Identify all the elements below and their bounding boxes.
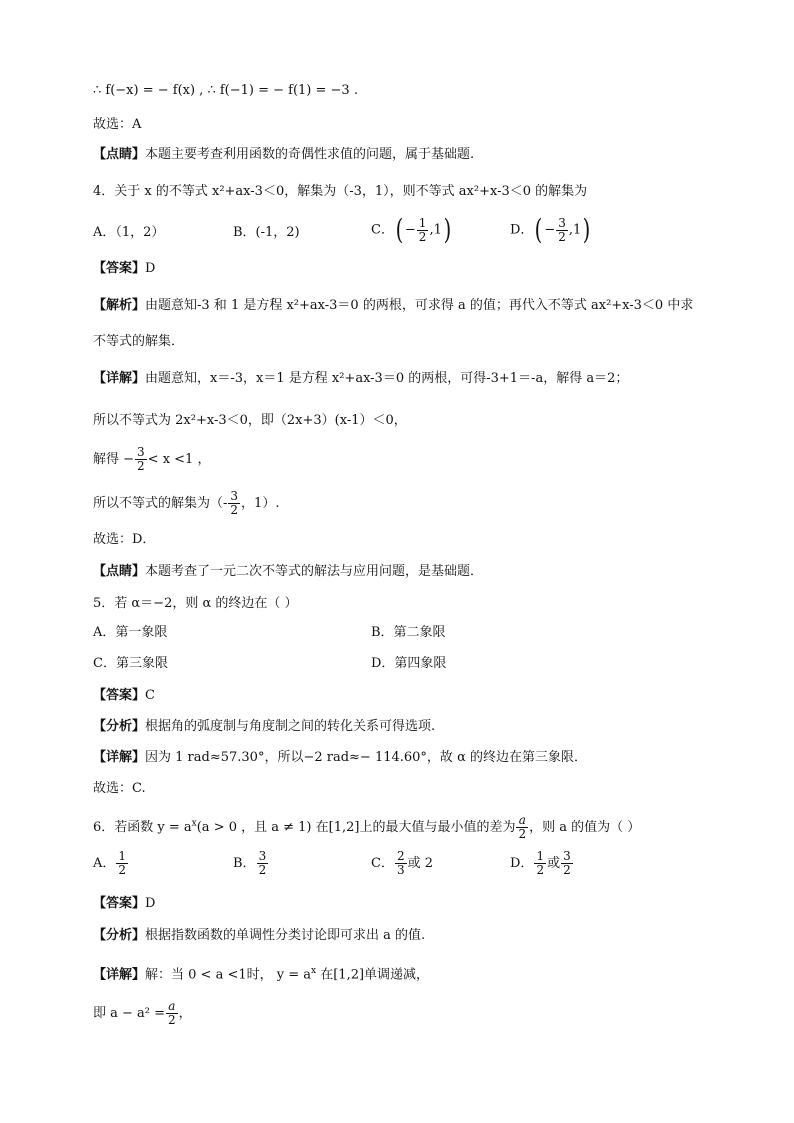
q6-option-d: D． $\frac{1}{2}$ 或 $\frac{3}{2}$ [510, 849, 571, 877]
q4-option-d-label: D． [510, 222, 534, 238]
q6-detail-1: 【详解】解：当 0 < a <1时， $y = a^x$ 在[1,2]单调递减， [93, 966, 430, 983]
detail-tag: 【详解】 [93, 371, 146, 386]
q4-option-d: D．( − $\frac{3}{2}$ ,1) [510, 213, 591, 246]
q4-detail-3: 解得 − $\frac{3}{2}$ < x <1 ， [93, 445, 211, 473]
q4-option-c-label: C． [371, 222, 394, 238]
analysis-text: 根据指数函数的单调性分类讨论即可求出 a 的值. [145, 928, 426, 943]
question-4: 4．关于 x 的不等式 x²+ax-3＜0，解集为（-3，1），则不等式 ax²+x-3＜0 的解集为 [93, 184, 588, 199]
answer-tag: 【答案】 [93, 688, 146, 703]
detail-tag: 【详解】 [93, 967, 146, 983]
q4-option-b: B．(-1，2) [233, 225, 300, 240]
analysis-tag: 【分析】 [93, 928, 146, 943]
q4-choose: 故选：D． [93, 532, 156, 547]
q4-detail-4: 所以不等式的解集为（- $\frac{3}{2}$ ，1）. [93, 489, 280, 517]
detail-text: 由题意知，x＝-3，x＝1 是方程 x²+ax-3＝0 的两根，可得-3+1＝-a，解得 a＝2； [145, 371, 629, 386]
q6-detail-2-fraction: $\frac{a}{2}$ [168, 999, 176, 1027]
q4-detail-1 [93, 370, 628, 388]
q4-option-c-tail: ,1 [429, 222, 442, 238]
q5-analysis [93, 718, 435, 736]
q5-detail [93, 749, 587, 767]
comment-1 [93, 146, 474, 164]
q4-answer [93, 260, 155, 278]
q6-detail-2: 即 a − a² = $\frac{a}{2}$ ， [93, 999, 192, 1027]
analysis-tag: 【解析】 [93, 298, 146, 313]
q6-option-a: A． $\frac{1}{2}$ [93, 849, 127, 877]
q5-option-c: C．第三象限 [93, 656, 168, 671]
comment-tag: 【点睛】 [93, 147, 146, 162]
choose-a: 故选：A [93, 117, 142, 132]
detail-text: 因为 1 rad≈57.30°，所以−2 rad≈− 114.60°，故 α 的终边在第三象限． [145, 750, 587, 765]
question-5: 5．若 α＝−2，则 α 的终边在（ ） [93, 596, 298, 611]
q4-option-d-fraction: $\frac{3}{2}$ [558, 215, 566, 244]
analysis-tag: 【分析】 [93, 719, 146, 734]
comment-text: 本题考查了一元二次不等式的解法与应用问题，是基础题． [145, 564, 484, 579]
q4-option-c-fraction: $\frac{1}{2}$ [418, 215, 427, 244]
q6-option-b: B． $\frac{3}{2}$ [233, 849, 267, 877]
q5-answer [93, 687, 155, 705]
q6-fraction: $\frac{a}{2}$ [518, 813, 527, 841]
q4-option-c: C．( − $\frac{1}{2}$ ,1) [371, 213, 452, 246]
question-6: 6．若函数 $y = a^x(a > 0$ ，且 a ≠ 1) 在[1,2]上的最大值与最小值的差为 $\frac{a}{2}$ ，则 a 的值为（ ） [93, 813, 641, 841]
q5-option-a: A．第一象限 [93, 625, 168, 640]
q4-analysis-2: 不等式的解集． [93, 334, 185, 349]
q4-analysis-1 [93, 297, 693, 315]
q4-option-a: A．（1，2） [93, 225, 165, 240]
q6-answer [93, 895, 155, 913]
q4-detail-4-fraction: $\frac{3}{2}$ [230, 489, 239, 517]
q4-comment [93, 563, 483, 581]
q4-option-c-sign: − [404, 222, 416, 238]
q6-analysis [93, 927, 425, 945]
answer-tag: 【答案】 [93, 896, 146, 911]
q4-detail-3-fraction: $\frac{3}{2}$ [137, 445, 145, 473]
q6-option-c: C． $\frac{2}{3}$ 或 2 [371, 849, 433, 877]
answer-value: D [145, 261, 156, 276]
q5-choose: 故选：C. [93, 781, 146, 796]
comment-tag: 【点睛】 [93, 564, 146, 579]
analysis-text: 由题意知-3 和 1 是方程 x²+ax-3＝0 的两根，可求得 a 的值；再代入不等式 ax²+x-3＜0 中求 [145, 298, 694, 313]
comment-text: 本题主要考查利用函数的奇偶性求值的问题，属于基础题. [145, 147, 475, 162]
analysis-text: 根据角的弧度制与角度制之间的转化关系可得选项. [145, 719, 436, 734]
answer-value: D [145, 896, 156, 911]
answer-value: C [145, 688, 155, 703]
q4-option-d-tail: ,1 [568, 222, 582, 238]
line-odd-function-result: ∴ f(−x) = − f(x) , ∴ f(−1) = − f(1) = −3 . [93, 83, 358, 98]
q4-option-d-sign: − [544, 222, 556, 238]
q5-option-b: B．第二象限 [371, 625, 446, 640]
q5-option-d: D．第四象限 [371, 656, 447, 671]
q4-detail-2: 所以不等式为 2x²+x-3＜0，即（2x+3）(x-1）＜0， [93, 413, 407, 428]
detail-tag: 【详解】 [93, 750, 146, 765]
answer-tag: 【答案】 [93, 261, 146, 276]
